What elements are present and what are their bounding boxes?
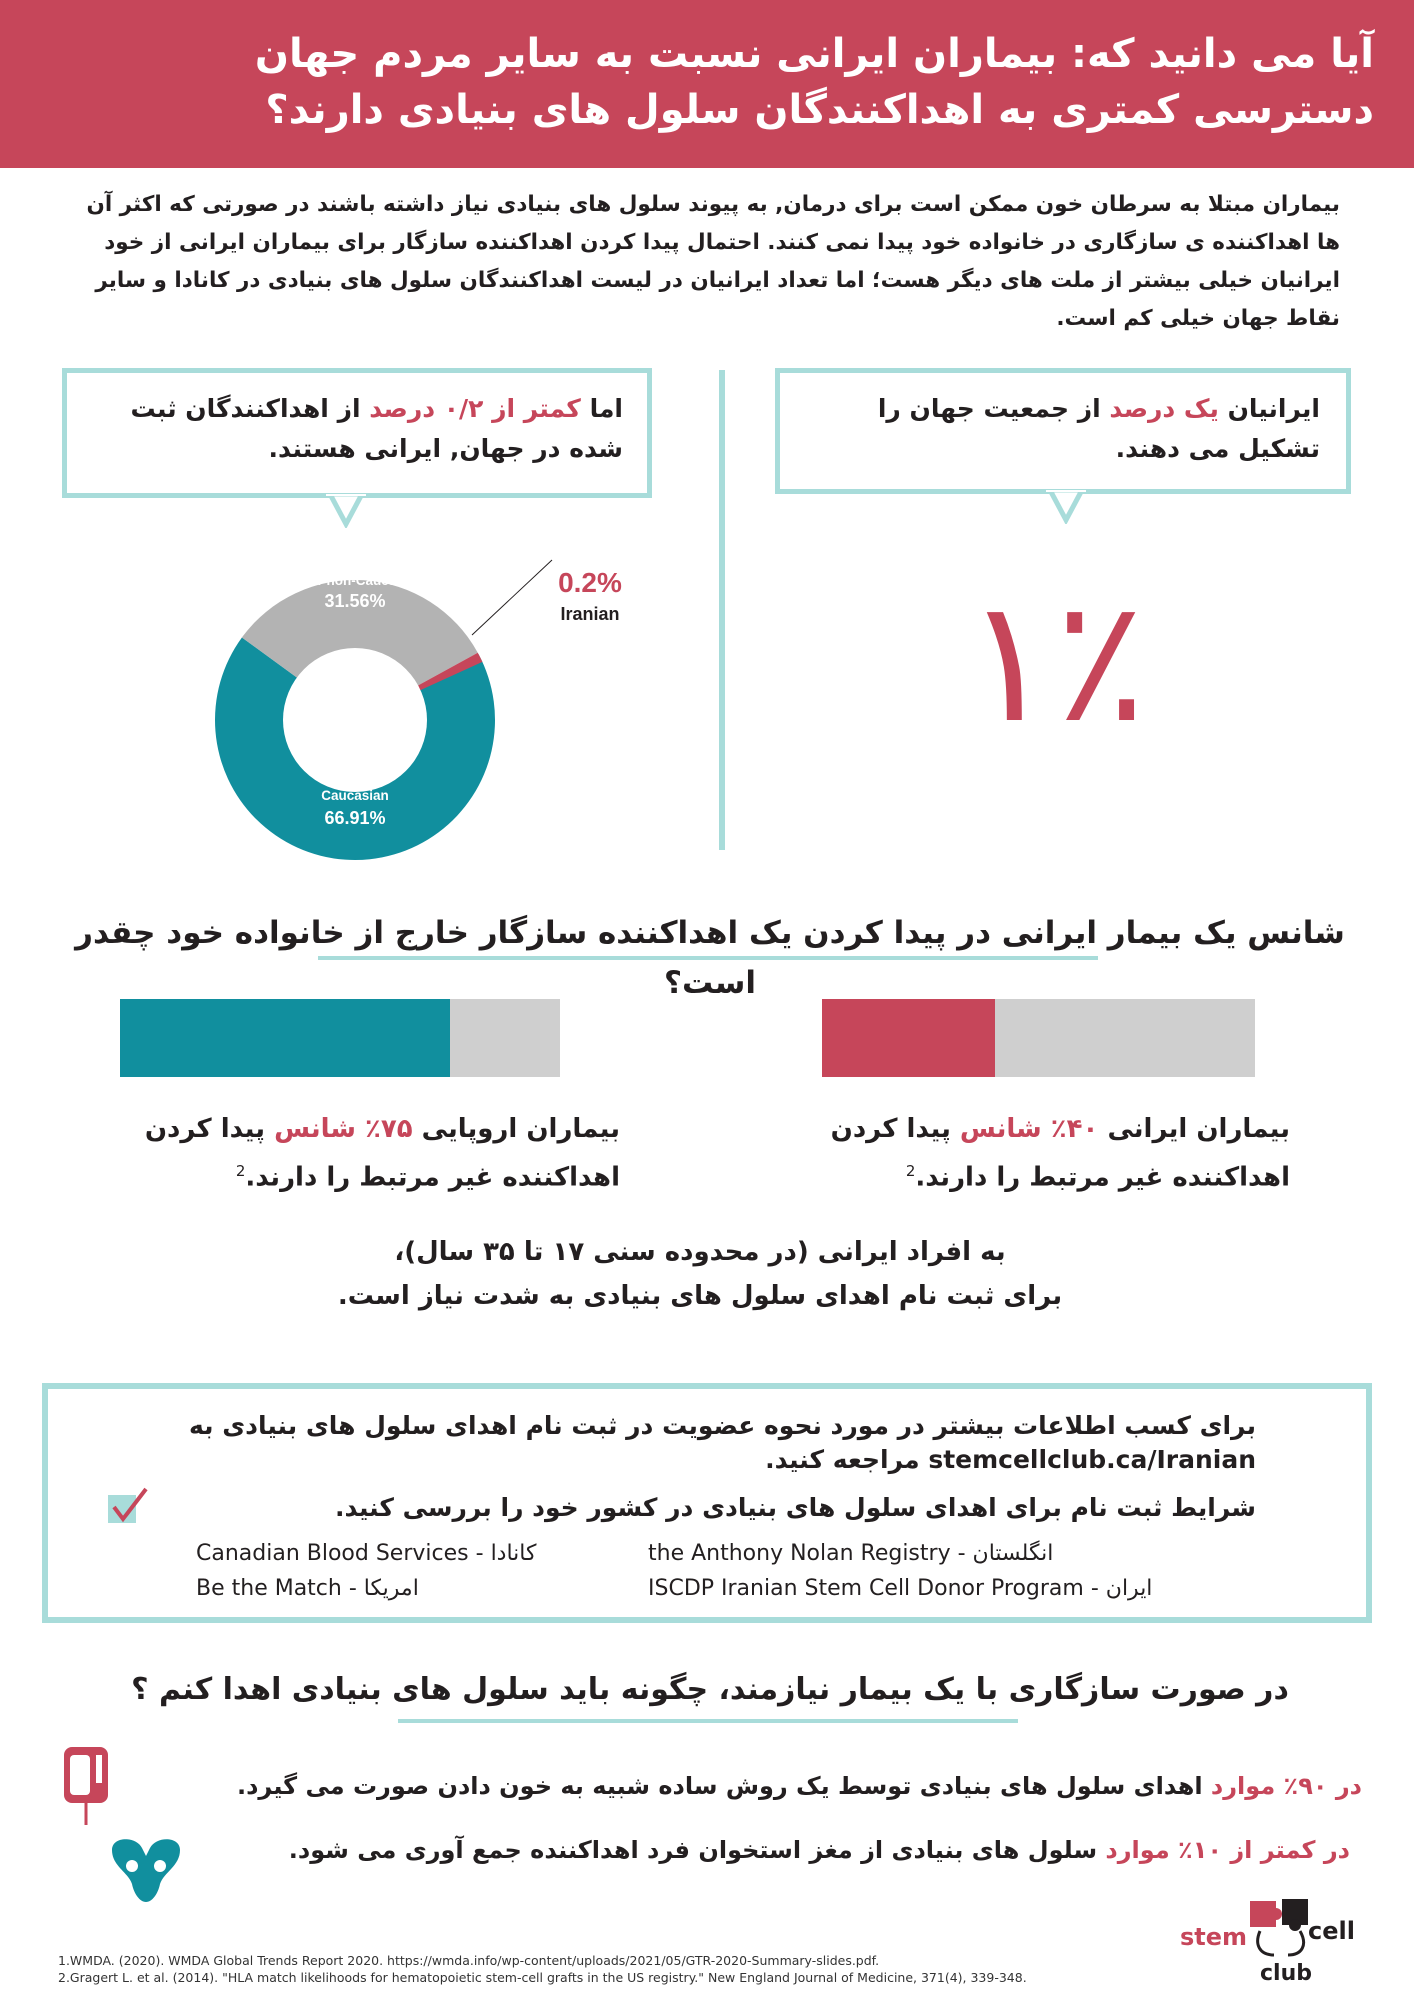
blood-bag-icon: [60, 1745, 122, 1827]
checkbox-check-icon: [106, 1487, 150, 1527]
registry-usa[interactable]: Be the Match - امریکا: [196, 1576, 419, 1601]
logo-word-club: club: [1260, 1961, 1312, 1986]
donut-label-other: Other non-Caucasian: [286, 573, 424, 588]
bar-iranian-ref: 2: [905, 1162, 916, 1180]
callout-population-highlight: یک درصد: [1109, 394, 1219, 423]
bar-iranian-highlight: ۴۰٪ شانس: [959, 1114, 1099, 1144]
need-line-1: به افراد ایرانی (در محدوده سنی ۱۷ تا ۳۵ سال)،: [394, 1237, 1006, 1267]
intro-paragraph: بیماران مبتلا به سرطان خون ممکن است برای درمان, به پیوند سلول های بنیادی نیاز داشته باشند در صورتی که اکثر آن ها اهداکننده ی سازگاری در خانواده خود پیدا نمی کنند. احتمال پیدا کردن اهداکننده سازگار برای بیماران ایرانی از خود ایرانیان خیلی بیشتر از ملت های دیگر هست؛ اما تعداد ایرانیان در لیست اهداکنندگان سلول های بنیادی در کانادا و سایر نقاط جهان خیلی کم است.: [86, 192, 1340, 331]
bar-iranian: [822, 999, 1255, 1077]
need-statement: [200, 1230, 1200, 1318]
page-title: آیا می دانید که: بیماران ایرانی نسبت به سایر مردم جهان دسترسی کمتری به اهداکنندگان سلول های بنیادی دارند؟: [254, 31, 1374, 133]
need-line-2: برای ثبت نام اهدای سلول های بنیادی به شدت نیاز است.: [337, 1281, 1063, 1311]
bar-european-ref: 2: [235, 1162, 246, 1180]
bar-iranian-post: پیدا کردن اهداکننده غیر مرتبط را دارند.: [830, 1114, 1290, 1193]
donut-hole: [283, 648, 427, 792]
question-underline: [318, 956, 1098, 960]
method-2-highlight: در کمتر از ۱۰٪ موارد: [1105, 1836, 1350, 1864]
bar-iranian-pre: بیماران ایرانی: [1098, 1114, 1290, 1144]
method-1-highlight: در ۹۰٪ موارد: [1210, 1772, 1362, 1800]
bar-european-post: پیدا کردن اهداکننده غیر مرتبط را دارند.: [144, 1114, 620, 1193]
donut-label-iranian: Iranian: [560, 604, 620, 624]
donut-label-caucasian: Caucasian: [321, 788, 389, 803]
method-2-text: سلول های بنیادی از مغز استخوان فرد اهداکننده جمع آوری می شود.: [288, 1836, 1106, 1864]
bar-european-pre: بیماران اروپایی: [412, 1114, 620, 1144]
reference-2: 2.Gragert L. et al. (2014). "HLA match likelihoods for hematopoietic stem-cell grafts in the US registry." New England Journal of Medicine, 371(4), 339-348.: [58, 1970, 1027, 1985]
stem-cell-club-logo: [1180, 1895, 1380, 1995]
bar-iranian-fill: [822, 999, 995, 1077]
callout-registry-text: [93, 389, 623, 469]
bar-european-rest: [450, 999, 560, 1077]
donut-value-other: 31.56%: [324, 591, 386, 611]
iranian-leader-line: [472, 560, 552, 635]
logo-word-cell: cell: [1308, 1917, 1355, 1945]
callout-right-pointer: [1046, 490, 1086, 524]
donut-value-caucasian: 66.91%: [324, 808, 386, 828]
method-1-text: اهدای سلول های بنیادی توسط یک روش ساده شبیه به خون دادن صورت می گیرد.: [236, 1772, 1211, 1800]
callout-registry-highlight: کمتر از ۰/۲ درصد: [369, 394, 581, 423]
bar-european-fill: [120, 999, 450, 1077]
pelvis-bone-icon: [102, 1832, 190, 1906]
callout-population-text: [800, 389, 1320, 469]
check-eligibility-text: شرایط ثبت نام برای اهدای سلول های بنیادی در کشور خود را بررسی کنید.: [335, 1493, 1256, 1522]
bar-iranian-rest: [995, 999, 1255, 1077]
logo-word-stem: stem: [1180, 1923, 1248, 1951]
reference-1[interactable]: 1.WMDA. (2020). WMDA Global Trends Report 2020. https://wmda.info/wp-content/uploads/2021/05/GTR-2020-Summary-slides.pdf.: [58, 1953, 880, 1968]
how-to-donate-title: در صورت سازگاری با یک بیمار نیازمند، چگونه باید سلول های بنیادی اهدا کنم ؟: [131, 1672, 1289, 1707]
registry-canada[interactable]: Canadian Blood Services - کانادا: [196, 1541, 537, 1566]
callout-population-pre: ایرانیان: [1218, 394, 1320, 423]
callout-registry-post: از اهداکنندگان ثبت شده در جهان, ایرانی هستند.: [130, 394, 623, 463]
callout-left-pointer: [326, 494, 366, 528]
bar-european: [120, 999, 560, 1077]
vertical-divider: [719, 370, 725, 850]
big-one-percent-text: ۱٪: [963, 563, 1147, 760]
registry-uk[interactable]: the Anthony Nolan Registry - انگلستان: [648, 1541, 1054, 1566]
how-to-donate-underline: [398, 1719, 1018, 1723]
method-peripheral-blood: [130, 1768, 1362, 1804]
bar-european-caption: [90, 1108, 620, 1199]
callout-registry-share: [62, 368, 652, 498]
donut-value-iranian: 0.2%: [558, 567, 622, 598]
bar-iranian-caption: [800, 1108, 1290, 1199]
question-title: شانس یک بیمار ایرانی در پیدا کردن یک اهداکننده سازگار خارج از خانواده خود چقدر است؟: [75, 915, 1345, 1001]
callout-population-share: [775, 368, 1351, 494]
callout-registry-pre: اما: [580, 394, 623, 423]
donut-chart: [190, 540, 650, 890]
bar-european-highlight: ۷۵٪ شانس: [274, 1114, 413, 1144]
big-one-percent: [955, 560, 1155, 760]
method-bone-marrow: [200, 1832, 1350, 1868]
info-text[interactable]: برای کسب اطلاعات بیشتر در مورد نحوه عضویت در ثبت نام اهدای سلول های بنیادی به stemcellclub.ca/Iranian مراجعه کنید.: [188, 1411, 1256, 1474]
header-banner: [0, 0, 1414, 168]
callout-population-post: از جمعیت جهان را تشکیل می دهند.: [877, 394, 1320, 463]
info-box: [42, 1383, 1372, 1623]
registry-iran[interactable]: ISCDP Iranian Stem Cell Donor Program - ایران: [648, 1576, 1153, 1601]
